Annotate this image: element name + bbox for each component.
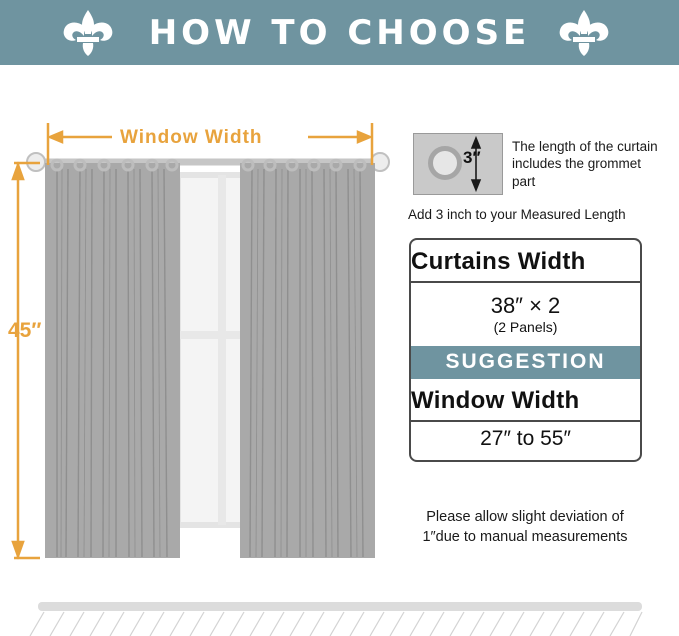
deviation-line-1: Please allow slight deviation of — [426, 509, 624, 525]
info-column — [404, 65, 670, 605]
curtain-diagram — [0, 65, 400, 605]
sizing-card — [409, 238, 642, 462]
floor-graphic — [0, 596, 679, 636]
grommet-illustration — [413, 133, 503, 195]
curtain-height-dimension-label: 45″ — [8, 318, 42, 342]
fleur-de-lis-icon — [60, 10, 116, 56]
curtains-width-value: 38″ × 2 — [490, 293, 561, 318]
page-title: HOW TO CHOOSE — [148, 12, 531, 53]
curtains-width-sub: (2 Panels) — [493, 319, 558, 335]
header-banner — [0, 0, 679, 65]
fleur-de-lis-icon — [556, 10, 612, 56]
grommet-measure-arrow — [414, 134, 502, 194]
window-width-dimension-label: Window Width — [120, 127, 263, 148]
grommet-measure-label: 3″ — [463, 148, 481, 167]
curtains-width-title: Curtains Width — [411, 248, 586, 275]
deviation-note — [405, 508, 645, 547]
grommet-note-text: The length of the curtain includes the grommet part — [512, 139, 658, 189]
window-width-range: 27″ to 55″ — [480, 427, 571, 450]
window-width-title: Window Width — [411, 387, 580, 414]
deviation-line-2: 1″due to manual measurements — [422, 528, 628, 545]
add-length-note: Add 3 inch to your Measured Length — [408, 207, 626, 222]
suggestion-badge: SUGGESTION — [411, 346, 640, 379]
